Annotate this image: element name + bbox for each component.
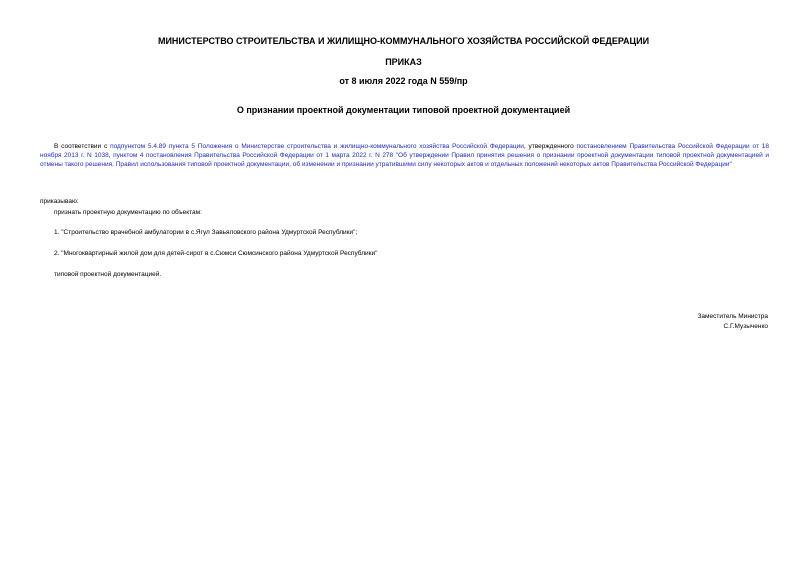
document-title: О признании проектной документации типовой проектной документацией <box>236 105 571 115</box>
orders-word: приказываю: <box>40 198 79 205</box>
document-date-number: от 8 июля 2022 года N 559/пр <box>339 76 468 86</box>
link-decree-278[interactable]: пунктом 4 постановления Правительства Российской Федерации от 1 марта 2022 г. N 278 "Об утверждении Правил принятия решения о признании проектной документации типовой проектной документацией и отмены такого решения, Правил использования типовой проектной документации, об изменении и признании утратившими силу некоторых актов и отдельных положений некоторых актов Правительства Российской Федерации" <box>40 152 769 168</box>
intro-paragraph <box>40 142 769 169</box>
document-type: ПРИКАЗ <box>385 57 422 67</box>
link-decree-1038[interactable]: постановлением Правительства Российской Федерации от 18 ноября 2013 г. N 1038 <box>40 143 769 159</box>
typical-text: типовой проектной документацией. <box>54 271 162 278</box>
signature-name: С.Г.Музыченко <box>723 323 768 330</box>
ministry-heading: МИНИСТЕРСТВО СТРОИТЕЛЬСТВА И ЖИЛИЩНО-КОММУНАЛЬНОГО ХОЗЯЙСТВА РОССИЙСКОЙ ФЕДЕРАЦИИ <box>157 36 650 46</box>
intro-text-2: , утвержденного <box>523 143 577 150</box>
signature-position: Заместитель Министра <box>697 313 768 320</box>
recognize-text: признать проектную документацию по объектам: <box>54 209 202 216</box>
link-regulation[interactable]: подпунктом 5.4.89 пункта 5 Положения о Министерстве строительства и жилищно-коммунального хозяйства Российской Федерации <box>110 143 524 150</box>
intro-text-1: В соответствии с <box>54 143 111 150</box>
list-item: 1. "Строительство врачебной амбулатории в с.Ягул Завьяловского района Удмуртской Республики"; <box>54 229 358 236</box>
list-item: 2. "Многоквартирный жилой дом для детей-сирот в с.Сюмси Сюмсинского района Удмуртской Республики" <box>54 250 378 257</box>
intro-text-3: , <box>108 152 114 159</box>
